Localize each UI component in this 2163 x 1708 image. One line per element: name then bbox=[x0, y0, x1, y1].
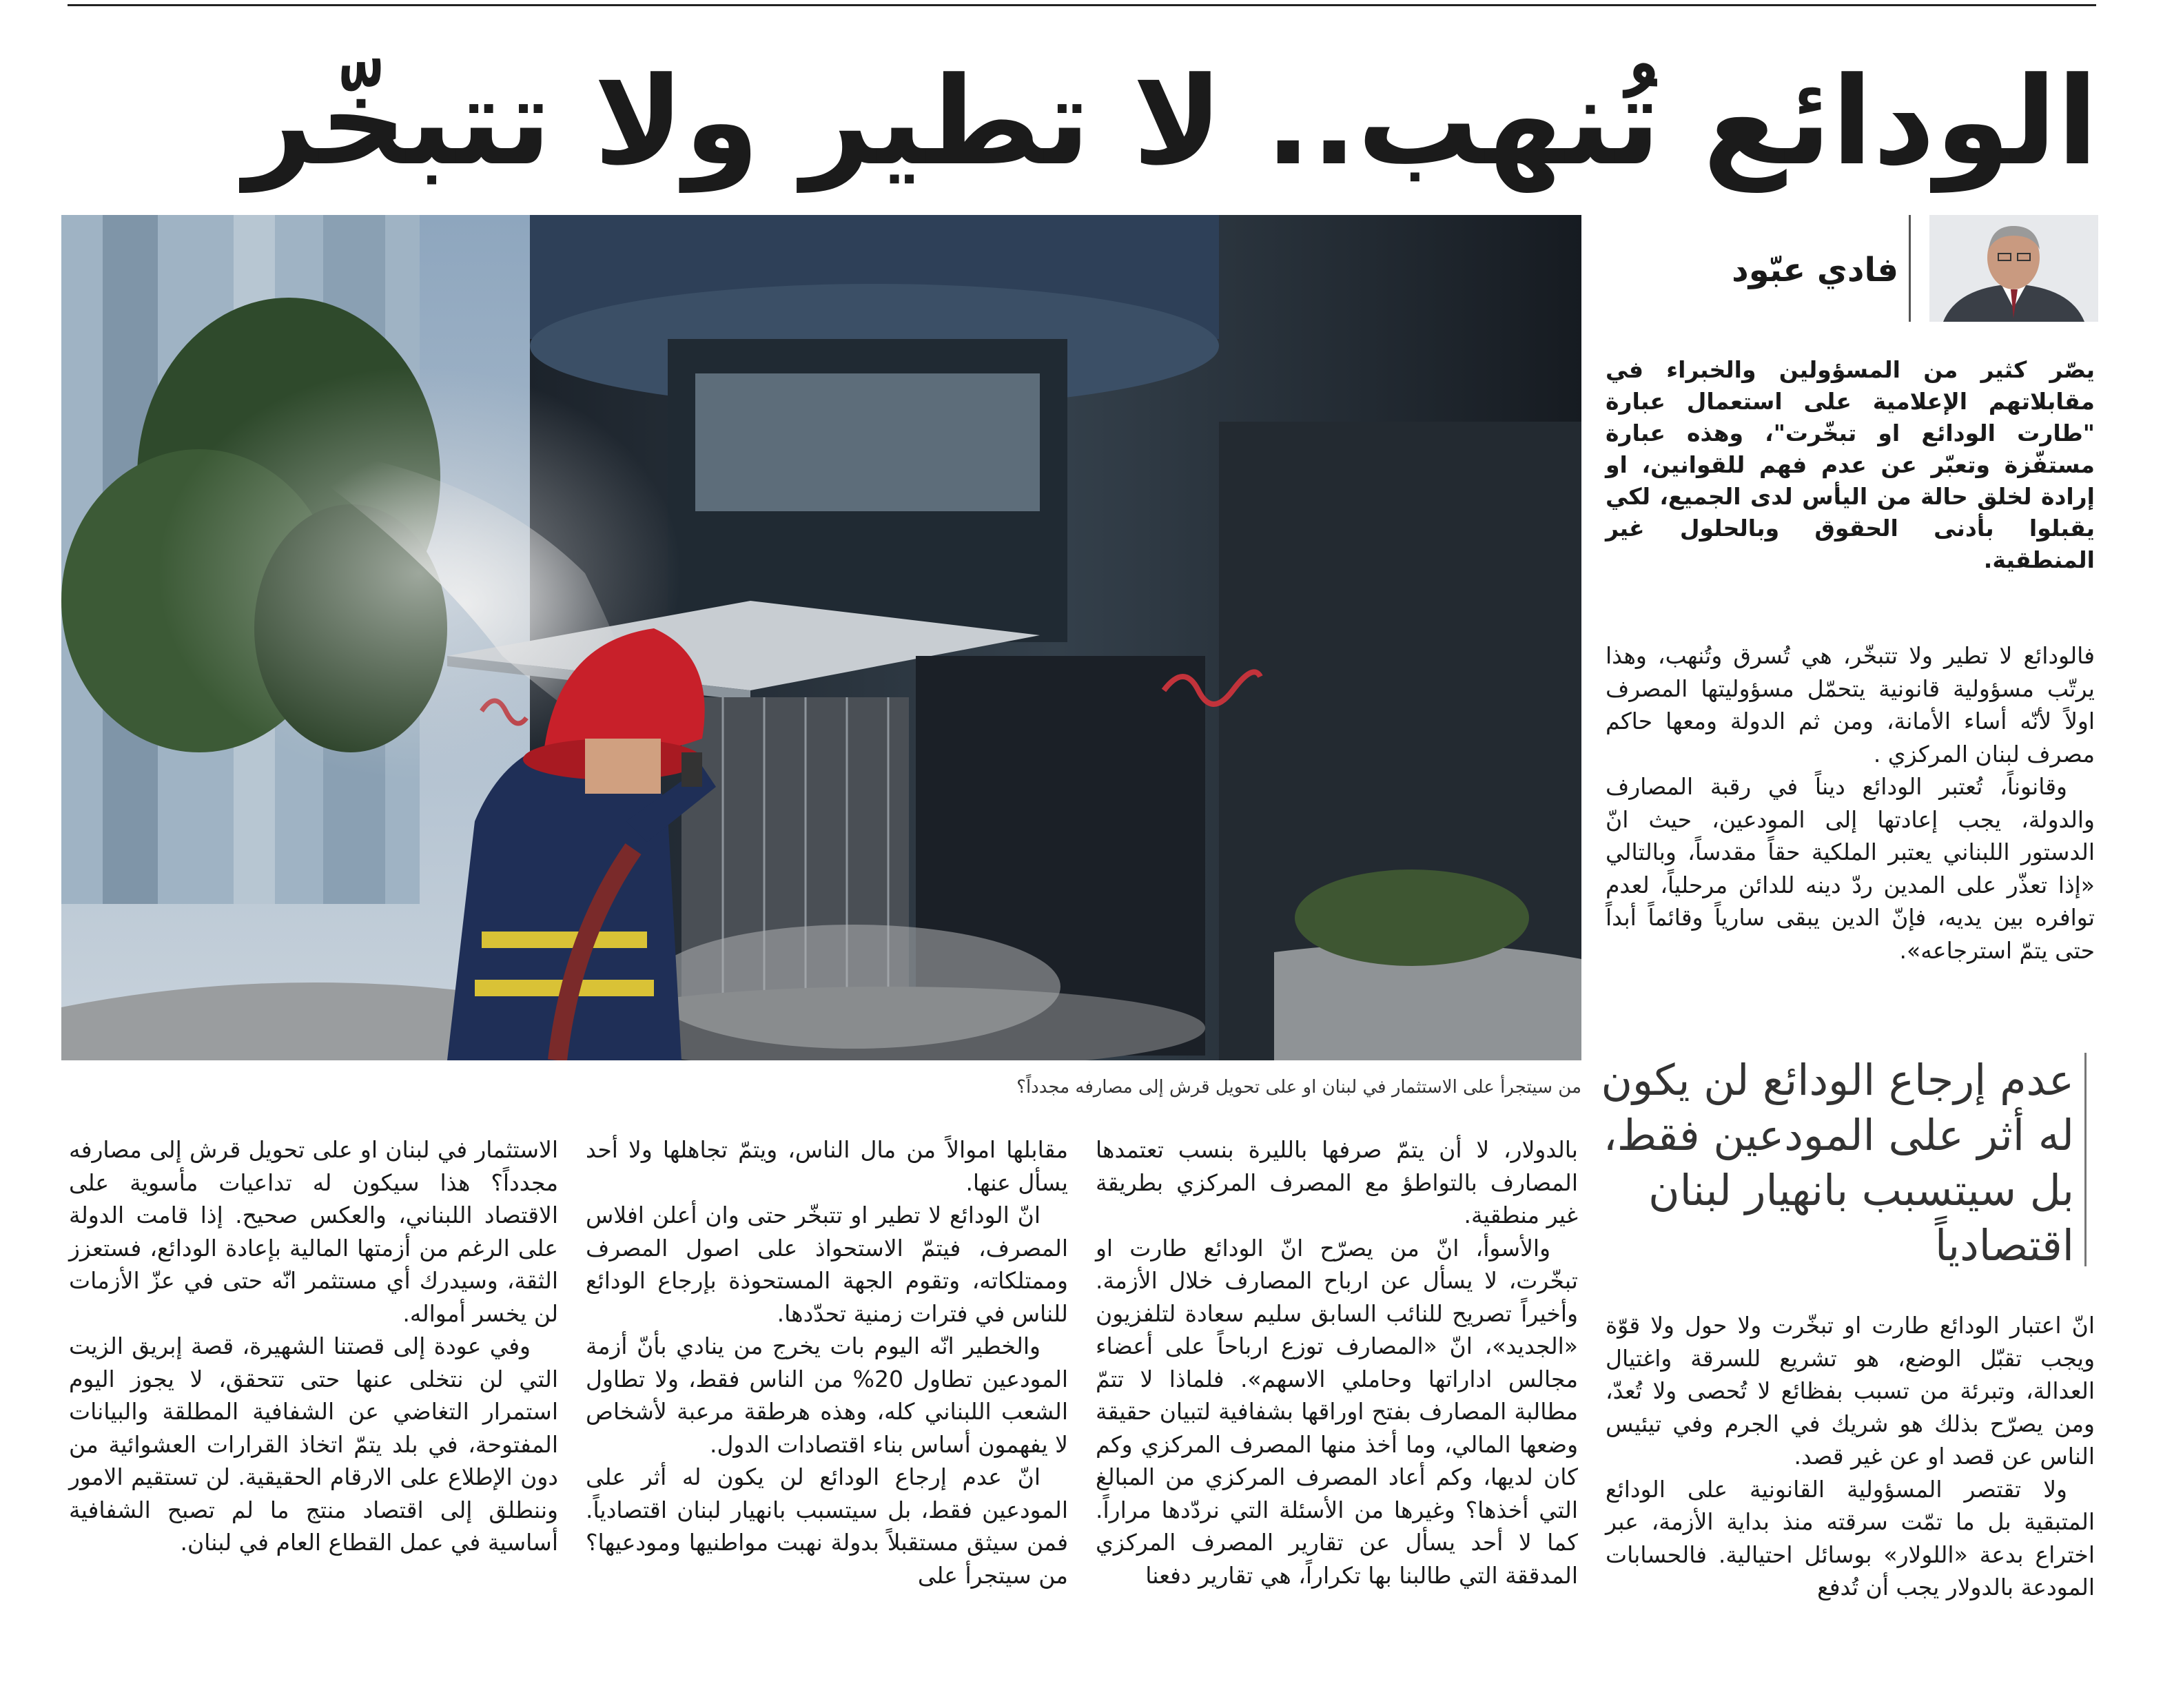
intro-paragraph bbox=[1606, 354, 2095, 573]
article-column-3 bbox=[586, 1133, 1068, 1685]
paragraph: والخطير انّه اليوم بات يخرج من ينادي بأنّ أزمة المودعين تطاول 20% من الناس فقط، ولا تطاول الشعب اللبناني كله، وهذه هرطقة مرعبة لأشخاص لا يفهمون أساس بناء اقتصادات الدول. bbox=[586, 1333, 1068, 1458]
paragraph: مقابلها اموالاً من مال الناس، ويتمّ تجاهلها ولا أحد يسأل عنها. bbox=[586, 1136, 1068, 1196]
paragraph: الاستثمار في لبنان او على تحويل قرش إلى مصارفه مجدداً؟ هذا سيكون له تداعيات مأسوية على الاقتصاد اللبناني، والعكس صحيح. إذا قامت الدولة على الرغم من أزمتها المالية بإعادة الودائع، فستعزز الثقة، وسيدرك أي مستثمر انّه حتى في عزّ الأزمات لن يخسر أمواله. bbox=[69, 1136, 558, 1327]
article-column-4 bbox=[69, 1133, 558, 1685]
news-photo bbox=[61, 215, 1581, 1060]
paragraph: بالدولار، لا أن يتمّ صرفها بالليرة بنسب تعتمدها المصارف بالتواطؤ مع المصرف المركزي بطريقة غير منطقية. bbox=[1096, 1136, 1578, 1228]
paragraph: ولا تقتصر المسؤولية القانونية على الودائع المتبقية بل ما تمّت سرقته منذ بداية الأزمة، عبر اختراع بدعة «اللولار» بوسائل احتيالية. فالحسابات المودعة بالدولار يجب أن تُدفع bbox=[1606, 1475, 2095, 1601]
right-column-top bbox=[1606, 639, 2095, 1039]
article-column-2 bbox=[1096, 1133, 1578, 1685]
paragraph: انّ عدم إرجاع الودائع لن يكون له أثر على المودعين فقط، بل سيتسبب بانهيار لبنان اقتصادياً. فمن سيثق مستقبلاً بدولة نهبت مواطنيها ومودعيها؟ من سيتجرأ على bbox=[586, 1463, 1068, 1589]
paragraph: انّ اعتبار الودائع طارت او تبخّرت ولا حول ولا قوّة ويجب تقبّل الوضع، هو تشريع للسرقة واغتيال العدالة، وتبرئة من تسبب بفظائع لا تُحصى ولا تُعدّ، ومن يصرّح بذلك هو شريك في الجرم وفي تيئيس الناس عن قصد او عن غير قصد. bbox=[1606, 1312, 2095, 1470]
author-portrait-image bbox=[1929, 215, 2098, 322]
paragraph: فالودائع لا تطير ولا تتبخّر، هي تُسرق وتُنهب، وهذا يرتّب مسؤولية قانونية يتحمّل مسؤوليتها المصرف اولاً لأنّه أساء الأمانة، ومن ثم الدولة ومعها حاكم مصرف لبنان المركزي . bbox=[1606, 642, 2095, 768]
paragraph: والأسوأ، انّ من يصرّح انّ الودائع طارت او تبخّرت، لا يسأل عن ارباح المصارف خلال الأزمة. وأخيراً تصريح للنائب السابق سليم سعادة لتلفزيون «الجديد»، انّ «المصارف توزع ارباحاً على أعضاء مجالس اداراتها وحاملي الاسهم». فلماذا لا تتمّ مطالبة المصارف بفتح اوراقها بشفافية لتبيان حقيقة وضعها المالي، وما أخذ منها المصرف المركزي وكم كان لديها، وكم أعاد المصرف المركزي من المبالغ التي أخذها؟ وغيرها من الأسئلة التي نردّدها مراراً. كما لا أحد يسأل عن تقارير المصرف المركزي المدققة التي طالبنا بها تكراراً، هي تقارير دفعنا bbox=[1096, 1234, 1578, 1589]
photo-caption: من سيتجرأ على الاستثمار في لبنان او على تحويل قرش إلى مصارفه مجدداً؟ bbox=[1016, 1077, 1581, 1098]
headline: الودائع تُنهب.. لا تطير ولا تتبخّر bbox=[244, 51, 2098, 192]
top-rule bbox=[68, 4, 2096, 6]
intro-text: يصّر كثير من المسؤولين والخبراء في مقابلاتهم الإعلامية على استعمال عبارة "طارت الودائع او تبخّرت"، وهذه عبارة مستفّزة وتعبّر عن عدم فهم للقوانين، او إرادة لخلق حالة من اليأس لدى الجميع، لكي يقبلوا بأدنى الحقوق وبالحلول غير المنطقية. bbox=[1606, 356, 2095, 573]
author-name: فادي عبّود bbox=[1732, 251, 1898, 289]
author-divider bbox=[1909, 215, 1911, 322]
firefighter-scene-image bbox=[61, 215, 1581, 1060]
paragraph: انّ الودائع لا تطير او تتبخّر حتى وان أعلن افلاس المصرف، فيتمّ الاستحواذ على اصول المصرف وممتلكاته، وتقوم الجهة المستحوذة بإرجاع الودائع للناس في فترات زمنية تحدّدها. bbox=[586, 1202, 1068, 1327]
paragraph: وفي عودة إلى قصتنا الشهيرة، قصة إبريق الزيت التي لن نتخلى عنها حتى تتحقق، لا يجوز اليوم استمرار التغاضي عن الشفافية المطلقة والبيانات المفتوحة، في بلد يتمّ اتخاذ القرارات العشوائية من دون الإطلاع على الارقام الحقيقية. لن تستقيم الامور وننطلق إلى اقتصاد منتج ما لم تصبح الشفافية أساسية في عمل القطاع العام في لبنان. bbox=[69, 1333, 558, 1556]
pull-quote: عدم إرجاع الودائع لن يكون له أثر على المودعين فقط، بل سيتسبب بانهيار لبنان اقتصادياً bbox=[1601, 1055, 2074, 1270]
right-column-bottom bbox=[1606, 1309, 2095, 1695]
pull-quote-rule bbox=[2084, 1053, 2087, 1266]
author-avatar bbox=[1929, 215, 2098, 322]
paragraph: وقانوناً، تُعتبر الودائع ديناً في رقبة المصارف والدولة، يجب إعادتها إلى المودعين، حيث انّ الدستور اللبناني يعتبر الملكية حقاً مقدساً، وبالتالي «إذا تعذّر على المدين ردّ دينه للدائن مرحلياً، لعدم توافره بين يديه، فإنّ الدين يبقى سارياً وقائماً أبداً حتى يتمّ استرجاعه». bbox=[1606, 773, 2095, 964]
